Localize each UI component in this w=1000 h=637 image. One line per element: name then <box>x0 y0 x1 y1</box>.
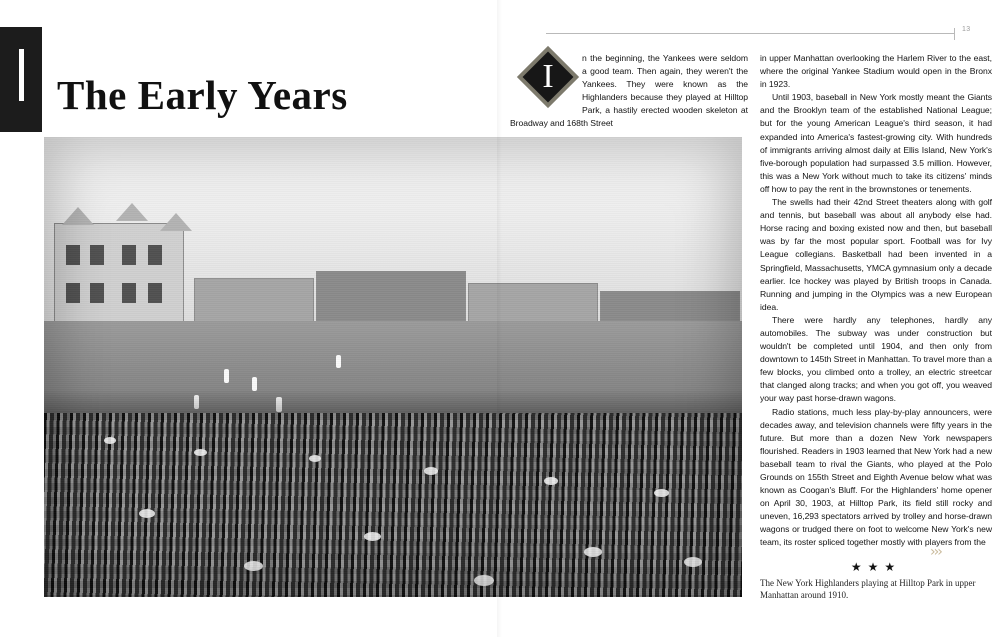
straw-hat <box>584 547 602 557</box>
straw-hat <box>364 532 381 541</box>
roof-gable-1 <box>62 207 94 225</box>
paragraph: The swells had their 42nd Street theaters along with golf and tennis, but baseball was about all anybody else had. Horse racing and boxing existed now and then, but baseball was by far the most popular sport. Football was for Ivy League collegians. Basketball had been invented in a Springfield, Massachusetts, YMCA gymnasium only a decade earlier. Ice hockey was played by British troops in Canada. Running and jumping in the Olympics was a new European idea. <box>760 197 992 312</box>
window <box>122 283 136 303</box>
header-rule <box>546 33 954 34</box>
straw-hat <box>654 489 669 497</box>
paragraph: n the beginning, the Yankees were seldom a good team. Then again, they weren't the Yankees. They were known as the Highlanders because they played at Hilltop Park, a hastily erected wooden skeleton at Broadway and 168th Street <box>510 53 748 129</box>
window <box>90 245 104 265</box>
photo-caption: The New York Highlanders playing at Hilltop Park in upper Manhattan around 1910. <box>760 578 976 600</box>
player-figure <box>252 377 257 391</box>
window <box>148 245 162 265</box>
historic-photograph <box>44 137 742 597</box>
straw-hat <box>684 557 702 567</box>
chapter-numeral <box>19 49 24 101</box>
straw-hat <box>139 509 155 518</box>
page-title <box>57 71 348 119</box>
straw-hat <box>474 575 494 586</box>
star-divider: ★★★ <box>850 560 902 574</box>
window <box>66 245 80 265</box>
straw-hat <box>104 437 116 444</box>
straw-hat <box>544 477 558 485</box>
straw-hat <box>244 561 263 571</box>
page-number: 13 <box>962 26 971 33</box>
window <box>66 283 80 303</box>
paragraph: in upper Manhattan overlooking the Harlem River to the east, where the original Yankee Stadium would open in the Bronx in 1923. <box>760 53 992 90</box>
roof-gable-2 <box>116 203 148 221</box>
window <box>90 283 104 303</box>
page-title-text: The Early Years <box>57 72 348 119</box>
straw-hat <box>194 449 207 456</box>
continued-chevrons-icon: ››› <box>930 544 941 560</box>
player-figure <box>224 369 229 383</box>
straw-hat <box>424 467 438 475</box>
body-column-middle <box>510 52 748 131</box>
paragraph: Radio stations, much less play-by-play announcers, were decades away, and television channels were fifty years in the future. But more than a dozen New York newspapers flourished. Readers in 1903 learned that New York had a new baseball team to rival the Giants, who played at the Polo Grounds on 155th Street and Eighth Avenue below what was known as Coogan's Bluff. For the Highlanders' home opener on April 30, 1903, at Hilltop Park, its field still rocky and uneven, 16,293 spectators arrived by trolley and horse-drawn wagons or trudged there on foot to welcome New York's new team, its roster spliced together mostly with players from the <box>760 406 992 548</box>
folio-tick <box>954 28 955 40</box>
chapter-number-block <box>0 27 42 132</box>
paragraph: There were hardly any telephones, hardly any automobiles. The subway was under construction but wouldn't be completed until 1904, and then only from downtown to 145th Street in Manhattan. To travel more than a few blocks, you climbed onto a trolley, an electric streetcar that clanged along tracks; and when you got off, you weaved your way past horse-drawn wagons. <box>760 314 992 404</box>
window <box>122 245 136 265</box>
paragraph: Until 1903, baseball in New York mostly meant the Giants and the Brooklyn team of the established National League; but for the young American League's third season, it had expanded into America's fastest-growing city. With hundreds of immigrants arriving almost daily at Ellis Island, New York's five-borough population had surpassed 3.5 million. However, this was a New York without much to take its citizens' minds off how to pay the rent in the brownstones or tenements. <box>760 92 992 194</box>
dropcap-text-wrap <box>510 52 582 110</box>
straw-hat <box>309 455 321 462</box>
photo-foreground-crowd <box>44 413 742 597</box>
player-figure <box>336 355 341 368</box>
drop-cap-letter: I <box>542 58 554 95</box>
window <box>148 283 162 303</box>
body-column-right <box>760 52 992 550</box>
roof-gable-3 <box>160 213 192 231</box>
